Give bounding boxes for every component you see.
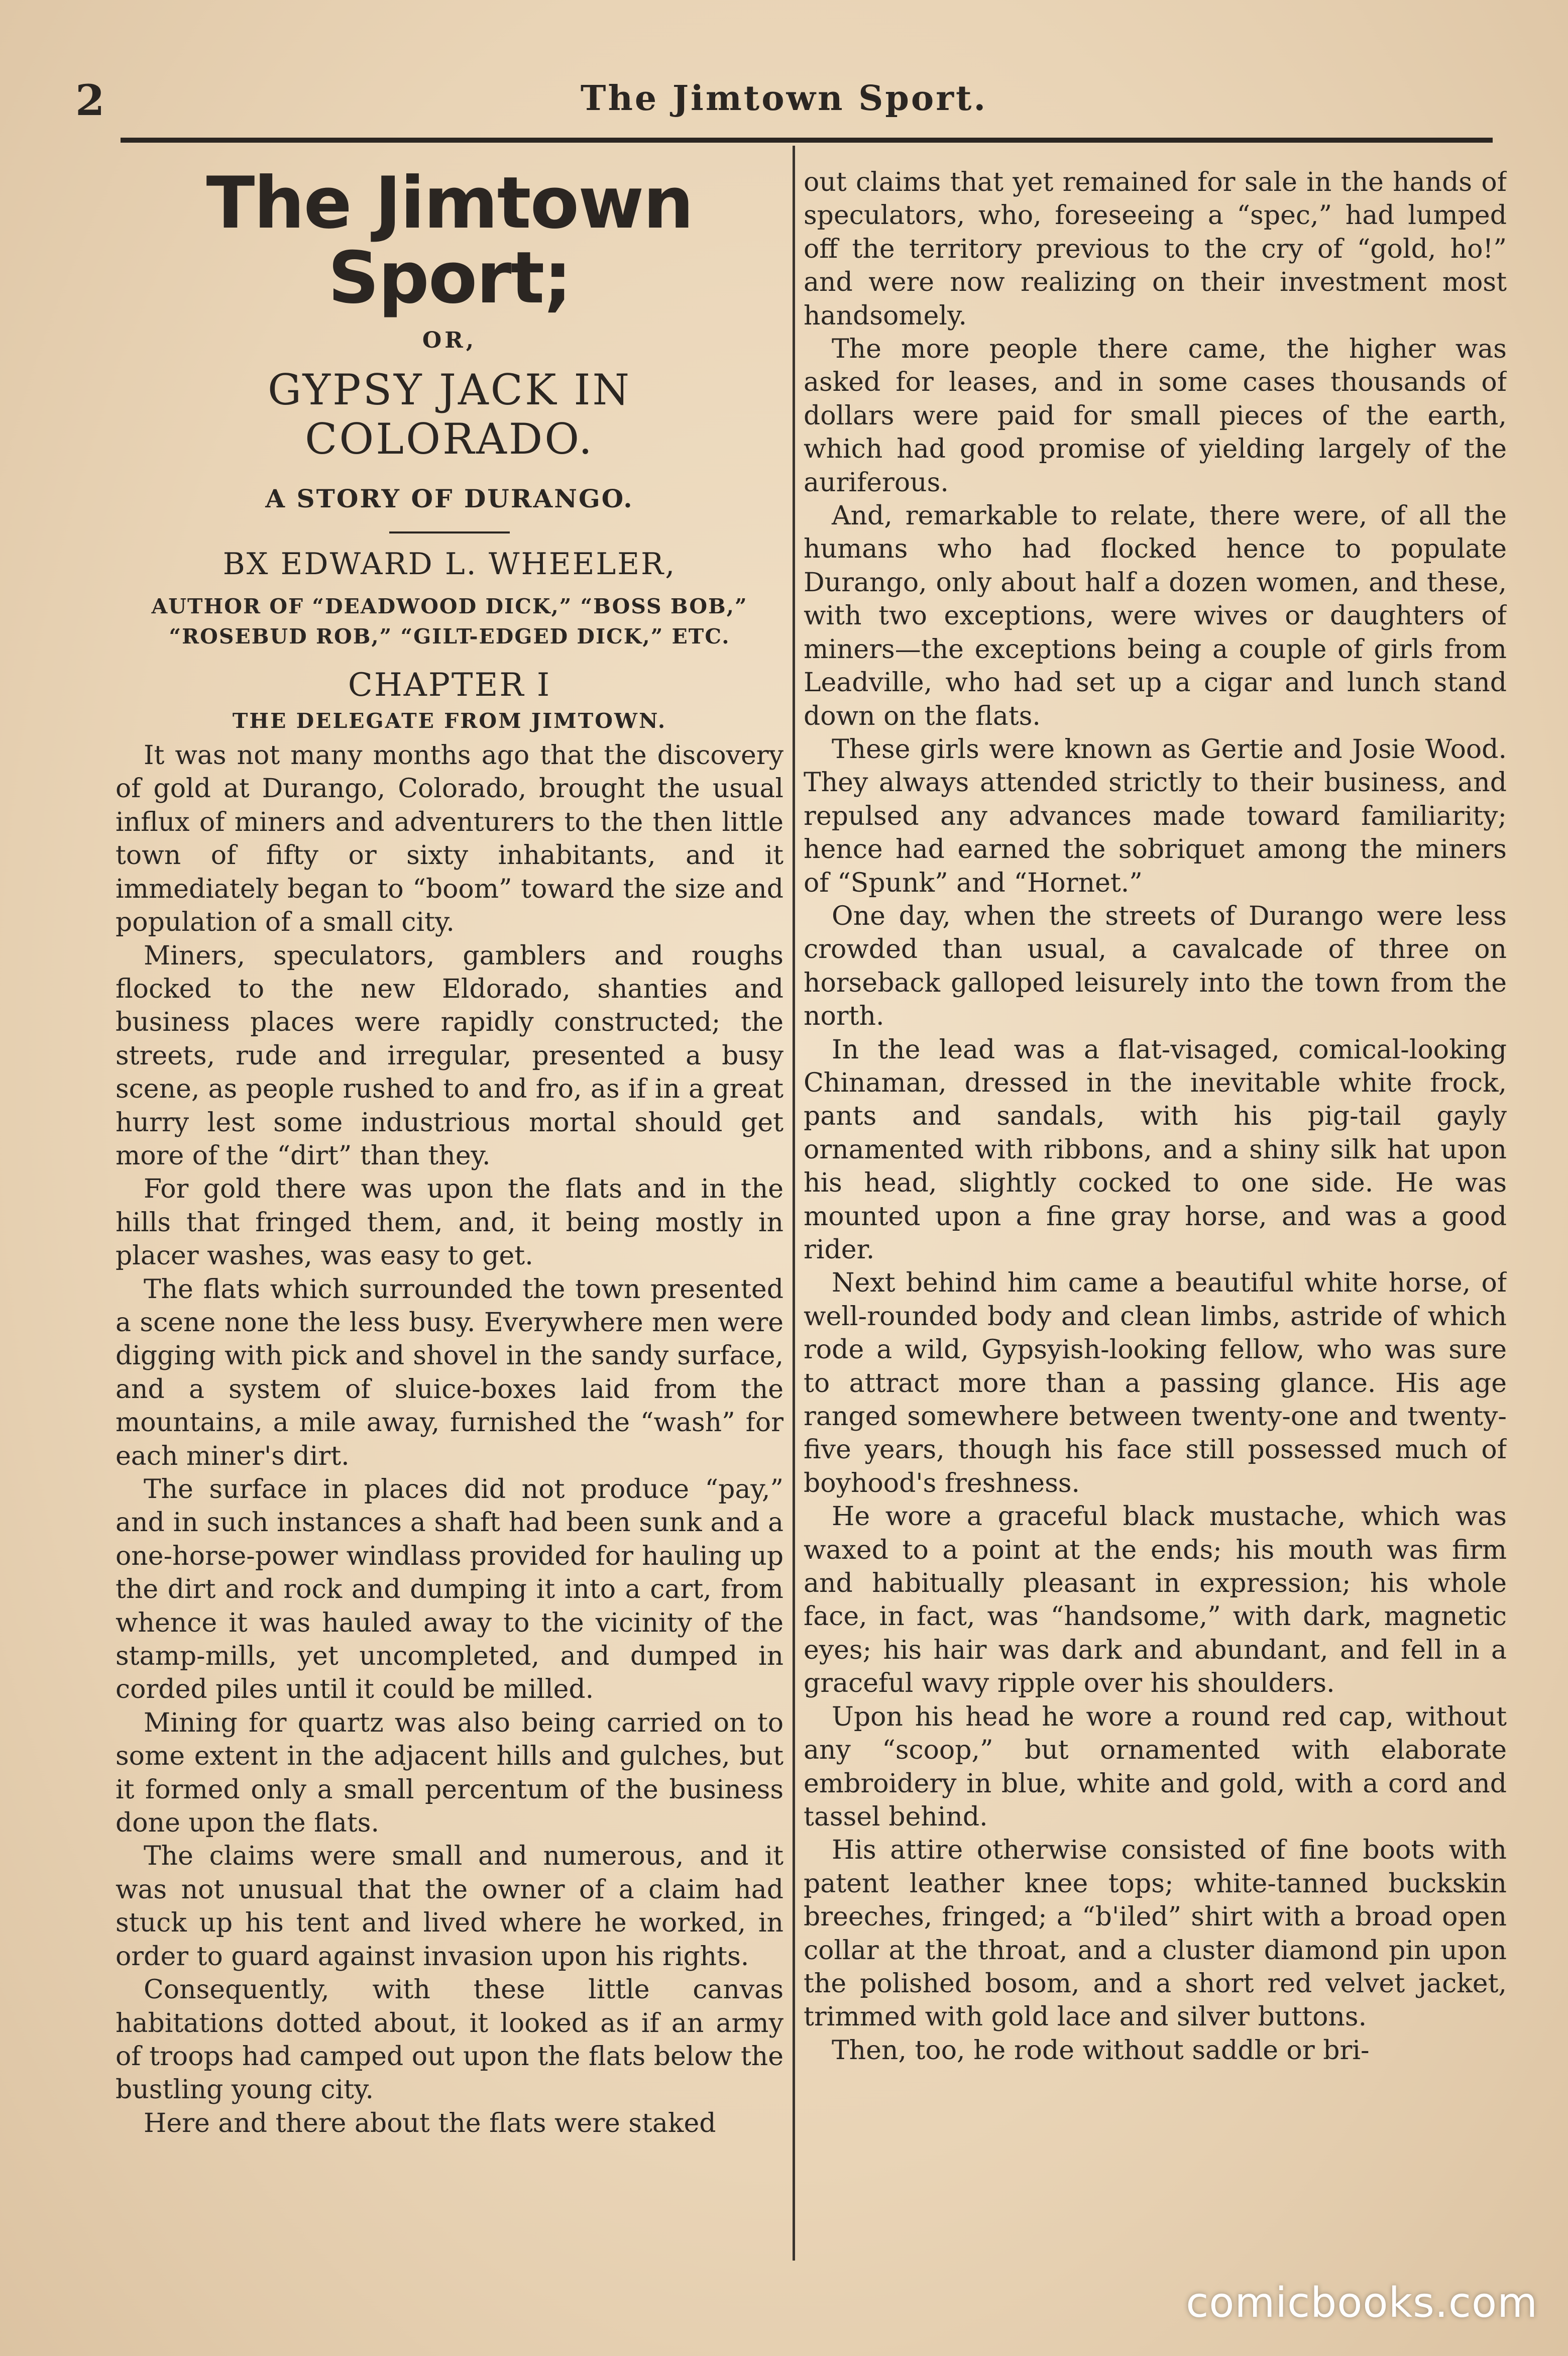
paragraph: For gold there was upon the flats and in the hills that fringed them, and, it being mostly in placer washes, was easy to get. [116, 1174, 783, 1271]
story-title: The Jimtown Sport; [206, 166, 693, 320]
column-divider [793, 146, 795, 2261]
running-head [75, 75, 1493, 131]
paragraph: His attire otherwise consisted of fine boots with patent leather knee tops; white-tanned buckskin breeches, fringed; a “b'iled” shirt with a broad open collar at the throat, and a cluster diamond pin upon the polished bosom, and a short red velvet jacket, trimmed with gold lace and silver buttons. [804, 1835, 1507, 2032]
page-number: 2 [75, 75, 105, 125]
paragraph: Consequently, with these little canvas habitations dotted about, it looked as if an army of troops had camped out upon the flats below the bustling young city. [116, 1975, 783, 2105]
running-title: The Jimtown Sport. [580, 78, 988, 119]
watermark: comicbooks.com [1186, 2279, 1538, 2327]
paragraph: Miners, speculators, gamblers and roughs flocked to the new Eldorado, shanties and business places were rapidly constructed; the streets, rude and irregular, presented a busy scene, as people rushed to and fro, as if in a great hurry lest some industrious mortal should get more of the “dirt” than they. [116, 940, 783, 1171]
left-column [116, 166, 783, 2256]
paragraph: He wore a graceful black mustache, which was waxed to a point at the ends; his mouth was firm and habitually pleasant in expression; his whole face, in fact, was “handsome,” with dark, magnetic eyes; his hair was dark and abundant, and fell in a graceful wavy ripple over his shoulders. [804, 1502, 1507, 1699]
story-subtitle: GYPSY JACK IN COLORADO. [267, 365, 632, 464]
paragraph: One day, when the streets of Durango were less crowded than usual, a cavalcade of three on horseback galloped leisurely into the town from the north. [804, 901, 1507, 1032]
story-tagline: A STORY OF DURANGO. [265, 484, 634, 514]
paragraph: Then, too, he rode without saddle or bri- [832, 2035, 1370, 2066]
chapter-title: THE DELEGATE FROM JIMTOWN. [232, 709, 667, 733]
paragraph: The flats which surrounded the town presented a scene none the less busy. Everywhere men were digging with pick and shovel in the sandy surface, and a system of sluice-boxes laid from the mountains, a mile away, furnished the “wash” for each miner's dirt. [116, 1274, 783, 1471]
header-rule [121, 138, 1493, 143]
paragraph: The claims were small and numerous, and it was not unusual that the owner of a claim had stuck up his tent and lived where he worked, in order to guard against invasion upon his rights. [116, 1841, 783, 1972]
paragraph: Here and there about the flats were staked [144, 2108, 716, 2138]
paragraph: In the lead was a flat-visaged, comical-looking Chinaman, dressed in the inevitable white frock, pants and sandals, with his pig-tail gayly ornamented with ribbons, and a shiny silk hat upon his head, slightly cocked to one side. He was mounted upon a fine gray horse, and was a good rider. [804, 1034, 1507, 1265]
paragraph: Next behind him came a beautiful white horse, of well-rounded body and clean limbs, astride of which rode a wild, Gypsyish-looking fellow, who was sure to attract more than a passing glance. His age ranged somewhere between twenty-one and twenty-five years, though his face still possessed much of boyhood's freshness. [804, 1268, 1507, 1498]
paragraph: Upon his head he wore a round red cap, without any “scoop,” but ornamented with elaborate embroidery in blue, white and gold, with a cord and tassel behind. [804, 1701, 1507, 1832]
paragraph: And, remarkable to relate, there were, of all the humans who had flocked hence to populate Durango, only about half a dozen women, and these, with two exceptions, were wives or daughters of miners—the exceptions being a couple of girls from Leadville, who had set up a cigar and lunch stand down on the flats. [804, 501, 1507, 731]
paragraph: It was not many months ago that the discovery of gold at Durango, Colorado, brought the usual influx of miners and adventurers to the then little town of fifty or sixty inhabitants, and it immediately began to “boom” toward the size and population of a small city. [116, 740, 783, 938]
author-credits: AUTHOR OF “DEADWOOD DICK,” “BOSS BOB,” “ROSEBUD ROB,” “GILT-EDGED DICK,” ETC. [151, 594, 748, 649]
story-or: OR, [422, 328, 477, 354]
chapter-heading: CHAPTER I [348, 667, 551, 704]
title-rule [389, 531, 510, 533]
paragraph: out claims that yet remained for sale in the hands of speculators, who, foreseeing a “spec,” had lumped off the territory previous to the cry of “gold, ho!” and were now realizing on their investment most handsomely. [804, 167, 1507, 331]
paragraph: The surface in places did not produce “pay,” and in such instances a shaft had been sunk and a one-horse-power windlass provided for hauling up the dirt and rock and dumping it into a cart, from whence it was hauled away to the vicinity of the stamp-mills, yet uncompleted, and dumped in corded piles until it could be milled. [116, 1474, 783, 1705]
paragraph: Mining for quartz was also being carried on to some extent in the adjacent hills and gulches, but it formed only a small percentum of the business done upon the flats. [116, 1707, 783, 1839]
left-column-body [116, 739, 783, 2140]
right-column [804, 166, 1507, 2256]
paragraph: These girls were known as Gertie and Josie Wood. They always attended strictly to their business, and repulsed any advances made toward familiarity; hence had earned the sobriquet among the miners of “Spunk” and “Hornet.” [804, 734, 1507, 898]
byline: BX EDWARD L. WHEELER, [222, 547, 677, 582]
paragraph: The more people there came, the higher was asked for leases, and in some cases thousands of dollars were paid for small pieces of the earth, which had good promise of yielding largely of the auriferous. [804, 334, 1507, 498]
right-column-body [804, 166, 1507, 2067]
